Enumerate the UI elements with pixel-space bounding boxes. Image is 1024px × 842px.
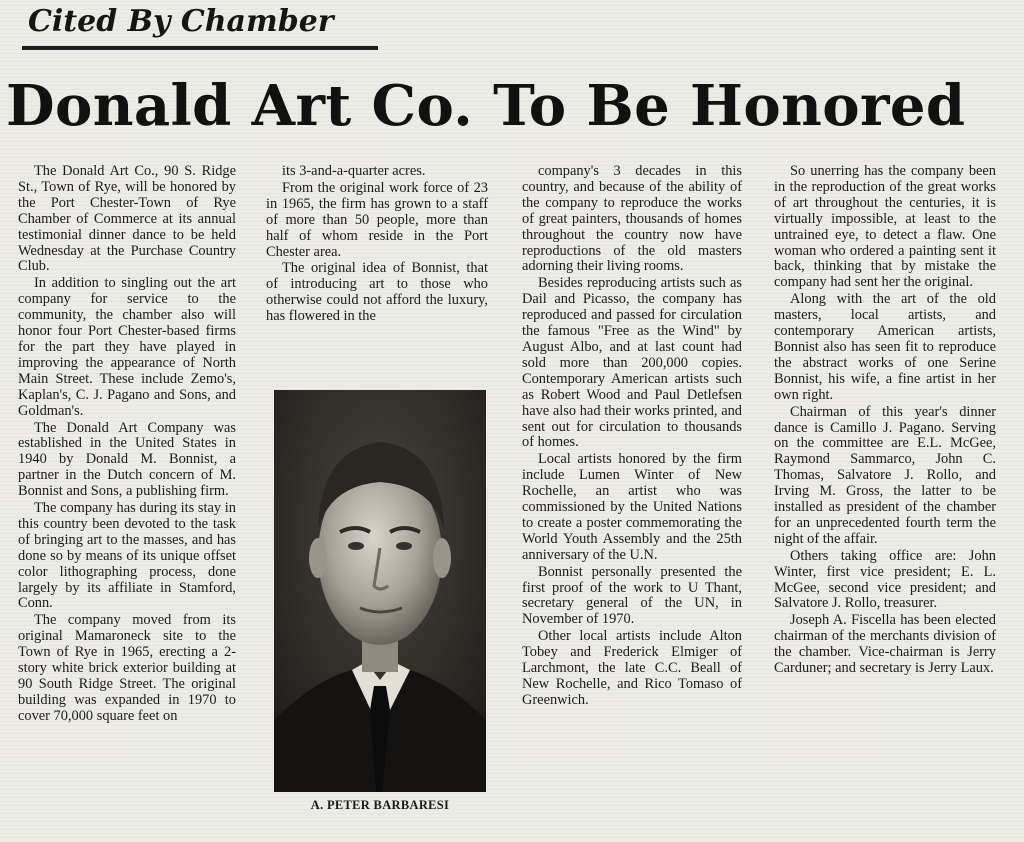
kicker-underline: [22, 46, 378, 50]
paragraph: Local artists honored by the firm include Lumen Winter of New Rochelle, an artist who was commissioned by the United Nations to create a poster commemorating the World Youth Assembly and the 25th anniversary of the U.N.: [522, 451, 742, 563]
article-column-3: [522, 164, 742, 824]
paragraph: The Donald Art Co., 90 S. Ridge St., Town of Rye, will be honored by the Port Chester-Town of Rye Chamber of Commerce at its annual testimonial dinner dance to be held Wednesday at the Purchase Country Club.: [18, 163, 236, 275]
paragraph: So unerring has the company been in the reproduction of the great works of art throughout the centuries, it is virtually impossible, at least to the untrained eye, to detect a flaw. One woman who ordered a painting sent it back, thinking that by mistake the company had sent her the original.: [774, 163, 996, 291]
paragraph: Chairman of this year's dinner dance is Camillo J. Pagano. Serving on the committee are E.L. McGee, Raymond Sammarco, John C. Thomas, Salvatore J. Rollo, and Irving M. Gross, the latter to be installed as president of the chamber for an unprecedented fourth term the night of the affair.: [774, 403, 996, 547]
paragraph: Bonnist personally presented the first proof of the work to U Thant, secretary general of the UN, in November of 1970.: [522, 563, 742, 628]
kicker-heading: Cited By Chamber: [28, 4, 334, 39]
portrait-illustration: [274, 390, 486, 792]
paragraph: From the original work force of 23 in 1965, the firm has grown to a staff of more than 50 people, more than half of whom reside in the Port Chester area.: [266, 179, 488, 260]
paragraph: Others taking office are: John Winter, first vice president; E. L. McGee, second vice president; and Salvatore J. Rollo, treasurer.: [774, 547, 996, 612]
paragraph: Besides reproducing artists such as Dail and Picasso, the company has reproduced and passed for circulation the famous "Free as the Wind" by August Albo, and at last count had sold more than 200,000 copies. Contemporary American artists such as Robert Wood and Paul Detlefsen have also had their works printed, and sent out for circulation to thousands of homes.: [522, 275, 742, 451]
paragraph: its 3-and-a-quarter acres.: [282, 163, 426, 179]
photo-credit: A. PETER BARBARESI: [310, 798, 450, 812]
paragraph: Other local artists include Alton Tobey and Frederick Elmiger of Larchmont, the late C.C. Beall of New Rochelle, and Rico Tomaso of Greenwich.: [522, 628, 742, 708]
paragraph: In addition to singling out the art company for service to the community, the chamber also will honor four Port Chester-based firms for the part they have played in improving the appearance of North Main Street. These include Zemo's, Kaplan's, C. J. Pagano and Sons, and Goldman's.: [18, 275, 236, 419]
page-title: Donald Art Co. To Be Honored: [6, 73, 966, 139]
paragraph: Along with the art of the old masters, local artists, and contemporary American artists, Bonnist also has seen fit to reproduce the abstract works of one Serine Bonnist, his wife, a fine artist in her own right.: [774, 291, 996, 403]
portrait-photo: [274, 390, 486, 792]
paragraph: Joseph A. Fiscella has been elected chairman of the merchants division of the chamber. Vice-chairman is Jerry Carduner; and secretary is Jerry Laux.: [774, 612, 996, 677]
paragraph: The original idea of Bonnist, that of introducing art to those who otherwise could not afford the luxury, has flowered in the: [266, 260, 488, 325]
article-column-1: [18, 164, 236, 824]
paragraph: company's 3 decades in this country, and because of the ability of the company to reproduce the works of great painters, thousands of homes throughout the country now have reproductions of the old masters adorning their living rooms.: [522, 163, 742, 275]
article-column-4: [774, 164, 996, 824]
paragraph: The company has during its stay in this country been devoted to the task of bringing art to the masses, and has done so by means of its unique offset color lithographing process, done largely by its affiliate in Stamford, Conn.: [18, 500, 236, 612]
article-column-2: [266, 164, 488, 384]
paragraph: The Donald Art Company was established in the United States in 1940 by Donald M. Bonnist, a partner in the Dutch concern of M. Bonnist and Sons, a publishing firm.: [18, 419, 236, 500]
paragraph: The company moved from its original Mamaroneck site to the Town of Rye in 1965, erecting a 2-story white brick exterior building at 90 South Ridge Street. The original building was expanded in 1970 to cover 70,000 square feet on: [18, 612, 236, 724]
